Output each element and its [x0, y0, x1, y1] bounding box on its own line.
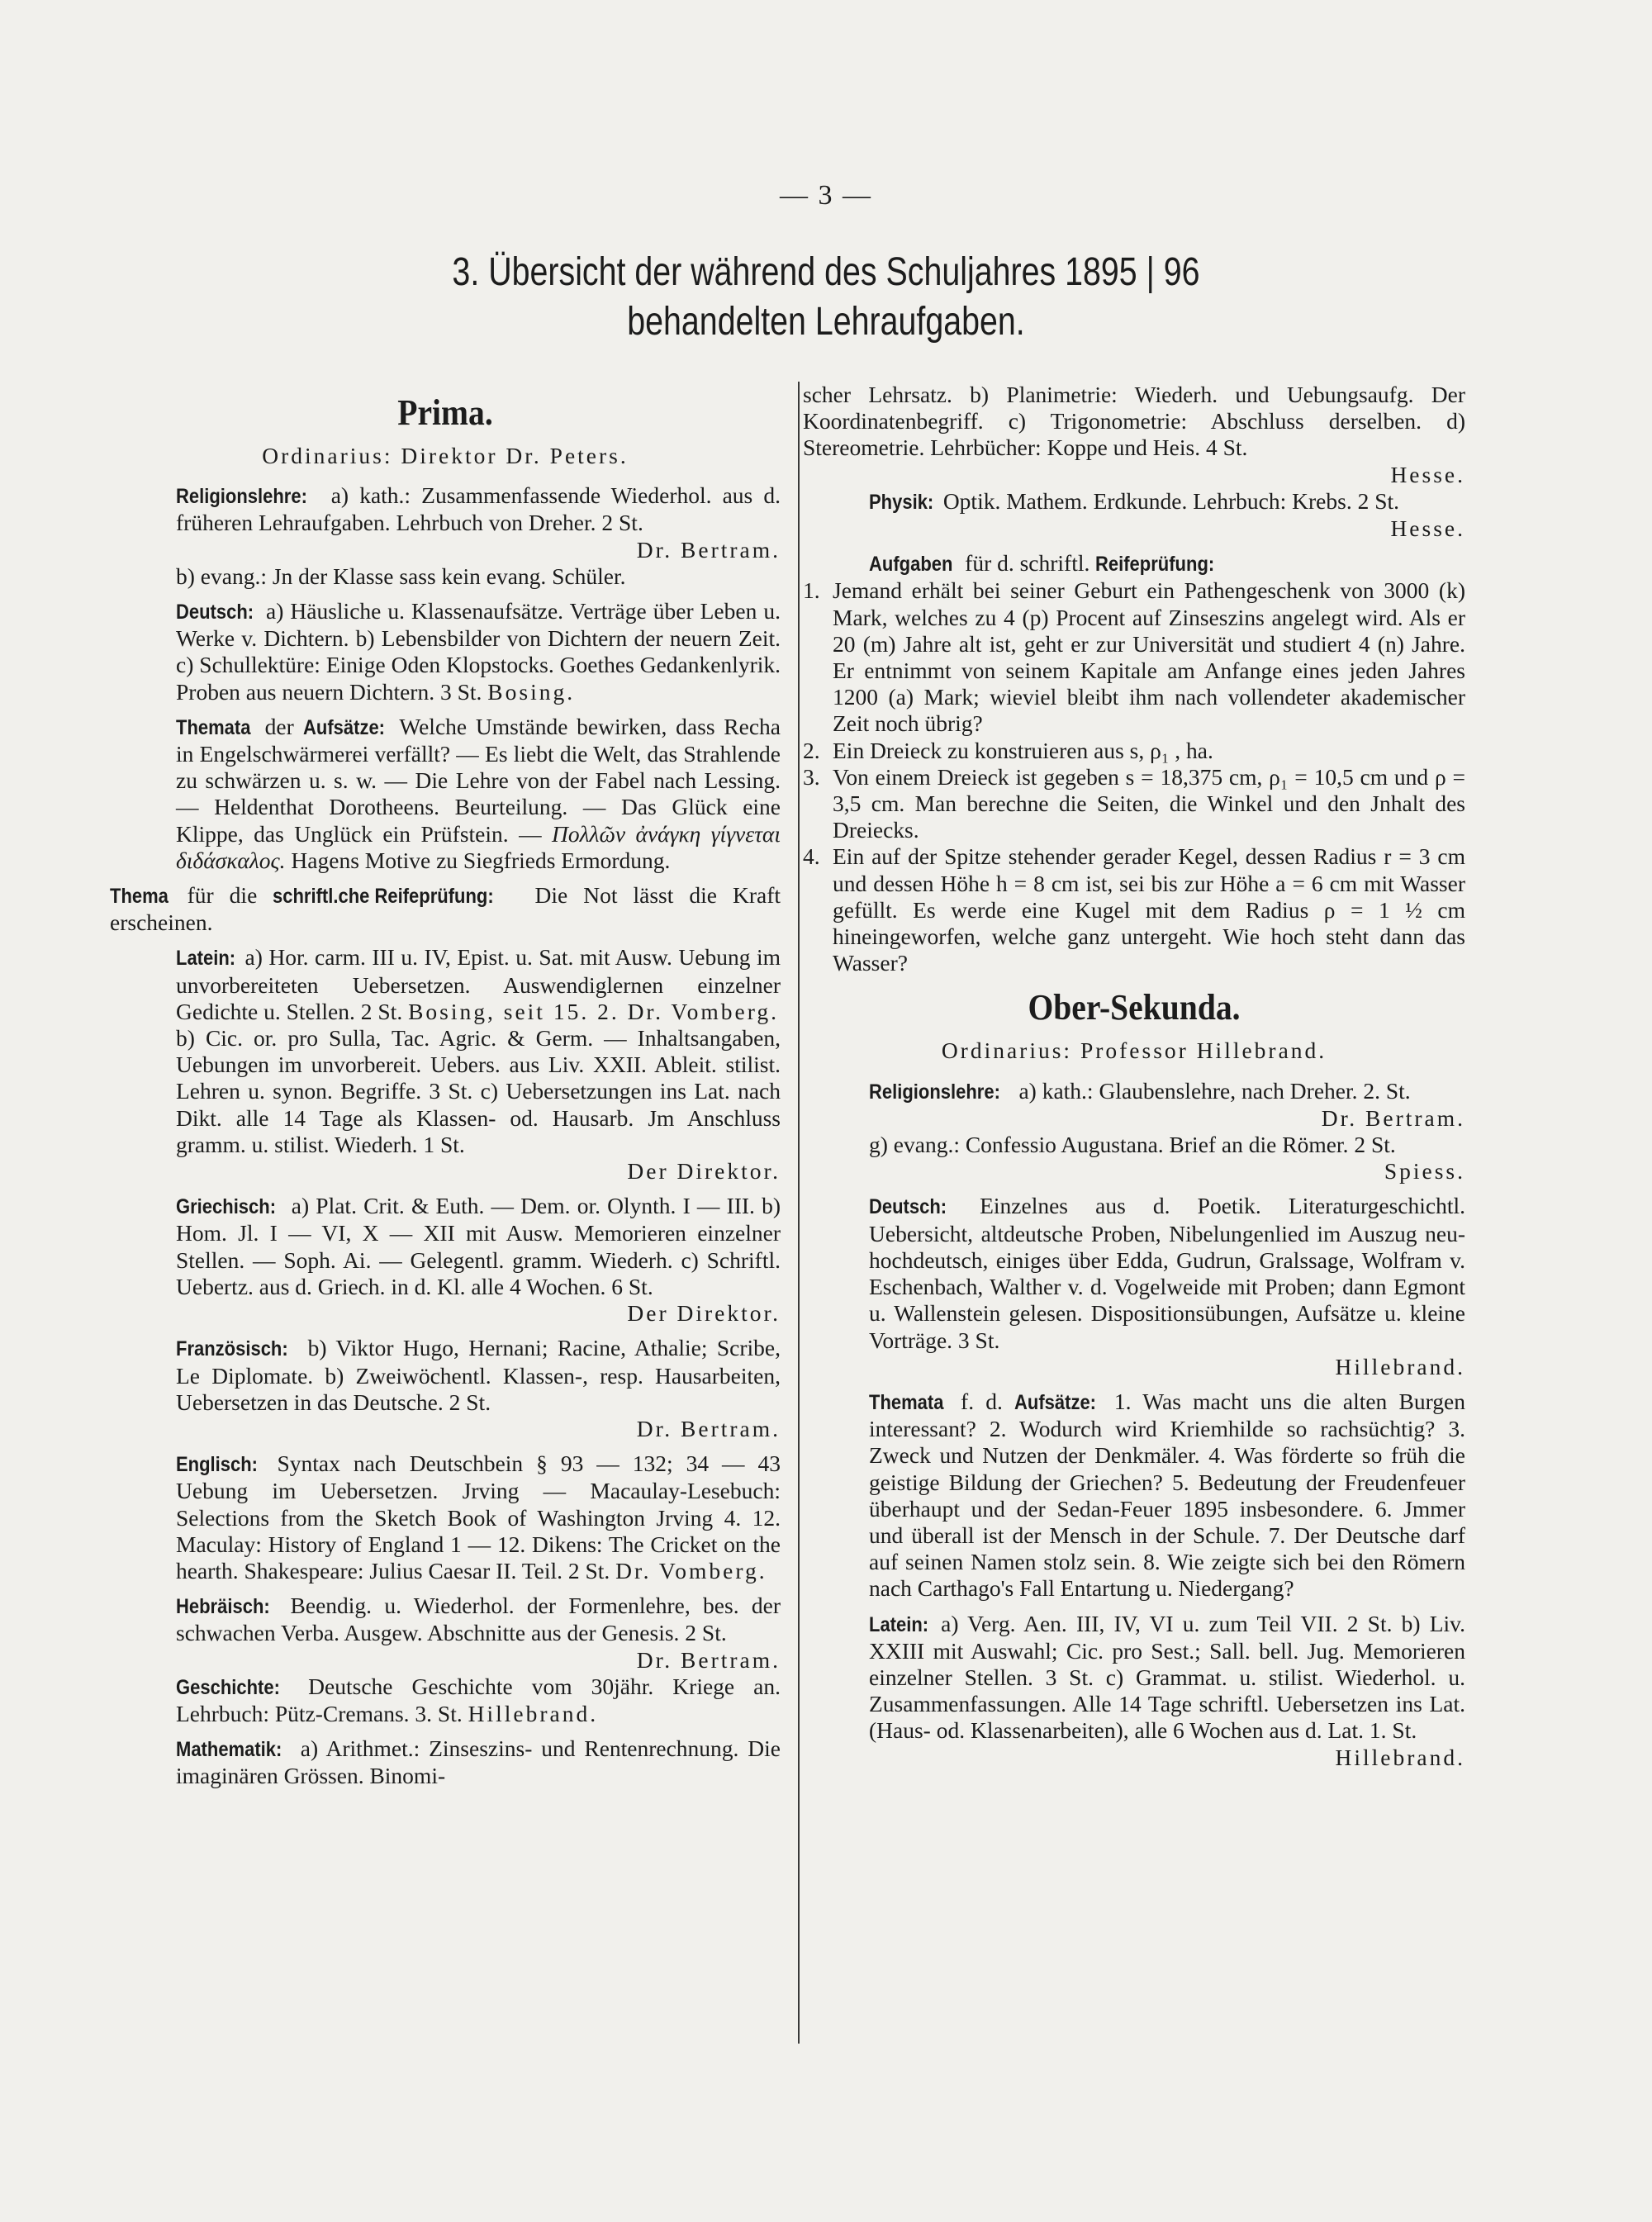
subject-label: Geschichte:: [176, 1675, 280, 1699]
right-column: [803, 382, 1465, 1771]
list-item: [803, 843, 1465, 976]
item-text: Jemand erhält bei seiner Geburt ein Pathengeschenk von 3000 (k) Mark, welches zu 4 (p) Procent auf Zinseszins angelegt wird. Als er 20 (m) Jahre alt ist, geht er zur Universität und studiert 4 (n) Jahre. Er entnimmt von seinem Kapitale am Anfange eines jeden Jahres 1200 (a) Mark; wieviel bleibt ihm nach vollendeter akademischer Zeit noch übrig?: [833, 577, 1465, 737]
latein-ober-sekunda: [803, 1611, 1465, 1745]
englisch-prima: [110, 1450, 781, 1584]
teacher-name: Bosing.: [487, 678, 576, 705]
section-heading-ober-sekunda: Ober-Sekunda.: [1028, 987, 1241, 1028]
subject-text: a) Plat. Crit. & Euth. — Dem. or. Olynth. I — III. b) Hom. Jl. I — VI, X — XII mit Ausw. Memorieren einzelner Stellen. — Soph. Ai. — Gelegentl. gramm. Wiederh. c) Schriftl. Uebertz. aus d. Griech. in d. Kl. alle 4 Wochen. 6 St.: [176, 1193, 781, 1299]
mathematik-prima-cont: scher Lehrsatz. b) Planimetrie: Wiederh. und Uebungsaufg. Der Koordinatenbegriff. c) Trigonometrie: Abschluss derselben. d) Stereometrie. Lehrbücher: Koppe und Heis. 4 St.: [803, 382, 1465, 461]
subject-text: Hagens Motive zu Siegfrieds Ermordung.: [291, 847, 671, 873]
teacher-name: Bosing, seit 15. 2. Dr. Vomberg.: [408, 998, 780, 1024]
subject-text: a) kath.: Glaubenslehre, nach Dreher. 2. St.: [1018, 1077, 1411, 1104]
subject-label: Thema: [110, 885, 169, 909]
subject-label: Deutsch:: [869, 1195, 947, 1219]
teacher-name: Der Direktor.: [627, 1158, 781, 1185]
greek-quote: Πολλῶν ἀνάγκη γίγνεται διδάσκαλος.: [176, 820, 781, 873]
subject-text: a) kath.: Zusammenfassende Wiederhol. aus d. früheren Lehraufgaben. Lehrbuch von Dreher. 2 St.: [176, 482, 781, 536]
subject-text: Einzelnes aus d. Poetik. Literaturgeschichtl. Uebersicht, altdeutsche Proben, Nibelungenlied im Auszug neu-hochdeutsch, einiges über Edda, Gudrun, Gralssage, Wolfram v. Eschenbach, Walther v. d. Vogelweide mit Proben; dann Egmont u. Wallenstein gelesen. Dispositionsübungen, Aufsätze u. kleine Vorträge. 3 St.: [869, 1193, 1465, 1353]
subject-label: Themata: [176, 715, 251, 739]
item-number: 2.: [803, 737, 820, 763]
latein-prima-b: b) Cic. or. pro Sulla, Tac. Agric. & Germ. — Inhaltsangaben, Uebungen im unvorbereit. Uebers. aus Liv. XXII. Ableit. stilist. Lehren u. synon. Begriffe. 3 St. c) Uebersetzungen ins Lat. nach Dikt. alle 14 Tage als Klassen- od. Hausarb. Jm Anschluss gramm. u. stilist. Wiederh. 1 St.: [176, 1025, 781, 1157]
teacher-name: Dr. Vomberg.: [615, 1557, 767, 1583]
mathematik-prima: [110, 1735, 781, 1789]
ordinarius-ober-sekunda: Ordinarius: Professor Hillebrand.: [941, 1037, 1327, 1064]
item-number: 3.: [803, 763, 820, 790]
teacher-name: Hillebrand.: [1335, 1353, 1465, 1379]
subject-label: Deutsch:: [176, 601, 254, 624]
deutsch-ober-sekunda: [803, 1193, 1465, 1353]
subject-label: Reifeprüfung:: [1095, 553, 1215, 577]
teacher-name: Spiess.: [1384, 1158, 1465, 1185]
subject-text: Die Not lässt die Kraft erscheinen.: [110, 882, 781, 936]
teacher-name: Hillebrand.: [468, 1700, 599, 1726]
subject-text: Optik. Mathem. Erdkunde. Lehrbuch: Krebs. 2 St.: [942, 487, 1400, 514]
subject-text: 1. Was macht uns die alten Burgen interessant? 2. Wodurch wird Kriemhilde so rachsüchtig? 3. Zweck und Nutzen der Denkmäler. 4. Was förderte so früh die geistige Bildung der Griechen? 5. Bedeutung der Freudenfeuer überhaupt und der Sedan-Feuer 1895 insbesondere. 6. Jmmer und überall ist der Mensch in der Schule. 7. Der Deutsche darf auf seinen Namen stolz sein. 8. Wie zeigte sich bei den Römern nach Carthago's Fall Entartung u. Niedergang?: [869, 1388, 1465, 1602]
subject-text: Welche Umstände bewirken, dass Recha in Engelschwärmerei verfällt? — Es liebt die Welt, das Strahlende zu schwärzen u. s. w. — Die Lehre von der Fabel nach Lessing. — Heldenthat Dorotheens. Beurteilung. — Das Glück eine Klippe, das Unglück ein Prüfstein. —: [176, 713, 781, 847]
teacher-name: Dr. Bertram.: [636, 1646, 781, 1673]
label-connector: der: [264, 713, 294, 739]
subject-text: a) Verg. Aen. III, IV, VI u. zum Teil VII. 2 St. b) Liv. XXIII mit Auswahl; Cic. pro Sest.; Sall. bell. Jug. Memorieren einzelner Stellen. 3 St. c) Grammat. u. stilist. Wiederhol. u. Zusammenfassungen. Alle 14 Tage schriftl. Uebersetzen ins Lat. (Haus- od. Klassenarbeiten), alle 6 Wochen aus d. Lat. 1. St.: [869, 1610, 1465, 1744]
subject-label: Aufsätze:: [302, 715, 385, 739]
list-item: [803, 738, 1465, 764]
section-heading-prima: Prima.: [397, 392, 493, 433]
subject-text: Deutsche Geschichte vom 30jähr. Kriege an. Lehrbuch: Pütz-Cremans. 3. St.: [176, 1673, 781, 1726]
item-number: 4.: [803, 843, 820, 870]
page-title: [352, 248, 1300, 347]
griechisch-prima: [110, 1193, 781, 1300]
subject-label: Religionslehre:: [869, 1080, 1000, 1104]
subject-label: Hebräisch:: [176, 1595, 270, 1619]
list-item: [803, 577, 1465, 737]
thema-reifepruefung-prima: [110, 882, 781, 936]
subject-text: Beendig. u. Wiederhol. der Formenlehre, bes. der schwachen Verba. Ausgew. Abschnitte aus der Genesis. 2 St.: [176, 1593, 781, 1646]
column-divider: [798, 382, 800, 2044]
deutsch-prima: [110, 598, 781, 705]
subject-label: Latein:: [176, 947, 236, 971]
subject-label: Aufsätze:: [1014, 1390, 1097, 1414]
subject-label: Latein:: [869, 1612, 929, 1636]
subject-label: schriftl.che Reifeprüfung:: [273, 885, 494, 909]
subject-label: Aufgaben: [869, 553, 953, 577]
page-title-line2: behandelten Lehraufgaben.: [627, 300, 1025, 344]
page-title-line1: 3. Übersicht der während des Schuljahres 1895 | 96: [452, 250, 1200, 294]
hebraeisch-prima: [110, 1593, 781, 1646]
themata-ober-sekunda: [803, 1389, 1465, 1602]
page-number: — 3 —: [780, 180, 872, 211]
physik-prima: [803, 488, 1465, 515]
subject-text: a) Hor. carm. III u. IV, Epist. u. Sat. mit Ausw. Uebung im unvorbereiteten Uebersetzen. Auswendiglernen einzelner Gedichte u. Stellen. 2 St.: [176, 944, 781, 1024]
item-number: 1.: [803, 577, 820, 604]
teacher-name: Dr. Bertram.: [1321, 1104, 1465, 1131]
teacher-name: Hillebrand.: [1335, 1744, 1465, 1770]
teacher-name: Der Direktor.: [627, 1300, 781, 1327]
franzoesisch-prima: [110, 1335, 781, 1416]
label-connector: für die: [187, 882, 258, 909]
religion-evang-ober-sekunda: g) evang.: Confessio Augustana. Brief an die Römer. 2 St.: [869, 1132, 1396, 1158]
themata-prima: [110, 714, 781, 874]
religion-evang-prima: b) evang.: Jn der Klasse sass kein evang. Schüler.: [176, 563, 626, 589]
subject-label: Französisch:: [176, 1337, 288, 1361]
list-item: [803, 764, 1465, 844]
subject-label: Griechisch:: [176, 1195, 277, 1219]
latein-prima: [110, 944, 781, 1025]
subject-text: b) Viktor Hugo, Hernani; Racine, Athalie; Scribe, Le Diplomate. b) Zweiwöchentl. Klassen-, resp. Hausarbeiten, Uebersetzen in das Deutsche. 2 St.: [176, 1335, 781, 1415]
subject-text: a) Arithmet.: Zinseszins- und Rentenrechnung. Die imaginären Grössen. Binomi-: [176, 1735, 781, 1789]
left-column: [110, 382, 781, 1790]
subject-label: Mathematik:: [176, 1738, 282, 1762]
religion-ober-sekunda: [803, 1078, 1465, 1105]
teacher-name: Hesse.: [1390, 515, 1465, 542]
label-connector: f. d.: [961, 1388, 1003, 1414]
item-text: Ein Dreieck zu konstruieren aus s, ρ₁ , ha.: [833, 737, 1213, 763]
item-text: Ein auf der Spitze stehender gerader Kegel, dessen Radius r = 3 cm und dessen Höhe h = 8 cm ist, sei bis zur Höhe a = 6 cm mit Wasser gefüllt. Es werde eine Kugel mit dem Radius ρ = 1 ½ cm hineingeworfen, welche ganz untergeht. Wie hoch steht dann das Wasser?: [833, 843, 1465, 976]
teacher-name: Hesse.: [1390, 461, 1465, 487]
subject-label: Physik:: [869, 490, 934, 514]
item-text: Von einem Dreieck ist gegeben s = 18,375 cm, ρ₁ = 10,5 cm und ρ = 3,5 cm. Man berechne die Seiten, die Winkel und den Jnhalt des Dreiecks.: [833, 763, 1465, 843]
religion-prima: [110, 482, 781, 536]
subject-label: Englisch:: [176, 1453, 259, 1477]
ordinarius-prima: Ordinarius: Direktor Dr. Peters.: [262, 443, 629, 468]
label-connector: für d. schriftl.: [965, 550, 1090, 577]
subject-label: Themata: [869, 1390, 944, 1414]
teacher-name: Dr. Bertram.: [636, 1415, 781, 1441]
subject-text: Syntax nach Deutschbein § 93 — 132; 34 — 43 Uebung im Uebersetzen. Jrving — Macaulay-Lesebuch: Selections from the Sketch Book of Washington Jrving 4. 12. Maculay: History of England 1 — 12. Dikens: The Cricket on the hearth. Shakespeare: Julius Caesar II. Teil. 2 St.: [176, 1450, 781, 1583]
subject-label: Religionslehre:: [176, 485, 307, 509]
subject-text: a) Häusliche u. Klassenaufsätze. Verträge über Leben u. Werke v. Dichtern. b) Lebensbilder von Dichtern der neuern Zeit. c) Schullektüre: Einige Oden Klopstocks. Goethes Gedankenlyrik. Proben aus neuern Dichtern. 3 St.: [176, 598, 781, 705]
aufgaben-reifepruefung: [803, 550, 1465, 577]
teacher-name: Dr. Bertram.: [636, 536, 781, 563]
geschichte-prima: [110, 1674, 781, 1727]
